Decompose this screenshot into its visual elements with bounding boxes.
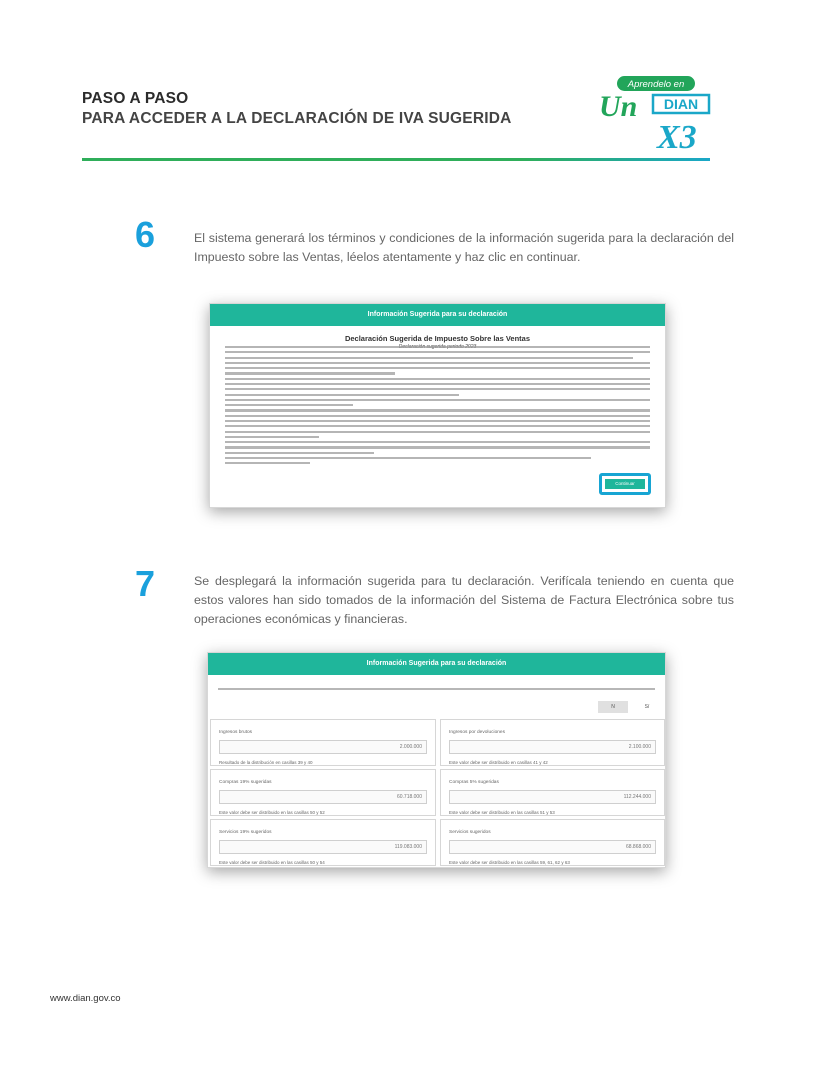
continue-button[interactable] [599, 473, 651, 495]
toggle-no[interactable]: N [598, 701, 628, 713]
step-7-number: 7 [135, 563, 156, 604]
terms-screenshot [209, 303, 666, 508]
panel-input[interactable]: 119.083.000 [219, 840, 427, 854]
aprendelo-logo [595, 72, 715, 154]
header-divider [82, 158, 710, 161]
panel-ingresos-devoluciones: Ingresos por devoluciones 2.100.000 Este valor debe ser distribuido en casillas 41 y 42 [440, 719, 665, 766]
panel-input[interactable]: 68.868.000 [449, 840, 656, 854]
panel-compras-5: Compras 5% sugeridas 112.244.000 Este valor debe ser distribuido en las casillas 51 y 53 [440, 769, 665, 816]
panel-servicios: Servicios sugeridos 68.868.000 Este valor debe ser distribuido en las casillas 59, 61, 62 y 63 [440, 819, 665, 866]
logo-dian: DIAN [663, 96, 699, 112]
panel-servicios-19: Servicios 19% sugeridos 119.083.000 Este valor debe ser distribuido en las casillas 50 y 54 [210, 819, 436, 866]
title-line-1: PASO A PASO [82, 90, 189, 107]
step-7-text: Se desplegará la información sugerida para tu declaración. Verifícala teniendo en cuenta que estos valores han sido tomados de la información del Sistema de Factura Electrónica sobre tus operaciones económicas y financieras. [194, 574, 734, 626]
panel-input[interactable]: 2.000.000 [219, 740, 427, 754]
step-6-text: El sistema generará los términos y condiciones de la información sugerida para la declaración del Impuesto sobre las Ventas, léelos atentamente y haz clic en continuar. [194, 231, 734, 264]
terms-body [225, 346, 650, 467]
logo-x3: X3 [657, 119, 697, 154]
panel-ingresos-brutos: Ingresos brutos 2.000.000 Resultado de la distribución en casillas 39 y 40 [210, 719, 436, 766]
logo-badge-text: Aprendelo en [627, 79, 685, 90]
terms-header: Información Sugerida para su declaración [210, 304, 665, 326]
page-title [82, 90, 512, 128]
suggested-info-text-line [218, 688, 655, 690]
panel-input[interactable]: 112.244.000 [449, 790, 656, 804]
logo-un: Un [599, 90, 638, 123]
toggle-yes[interactable]: Sí [632, 701, 662, 713]
panel-input[interactable]: 2.100.000 [449, 740, 656, 754]
panel-input[interactable]: 60.718.000 [219, 790, 427, 804]
footer-url[interactable]: www.dian.gov.co [50, 993, 121, 1004]
step-6-number: 6 [135, 214, 156, 255]
suggested-header: Información Sugerida para su declaración [208, 653, 665, 675]
continue-button-label: Continuar [605, 479, 645, 489]
terms-title: Declaración Sugerida de Impuesto Sobre las Ventas [344, 334, 531, 343]
title-line-2: PARA ACCEDER A LA DECLARACIÓN DE IVA SUGERIDA [82, 110, 512, 127]
suggested-info-screenshot [207, 652, 666, 868]
panel-compras-19: Compras 19% sugeridas 60.718.000 Este valor debe ser distribuido en las casillas 50 y 52 [210, 769, 436, 816]
